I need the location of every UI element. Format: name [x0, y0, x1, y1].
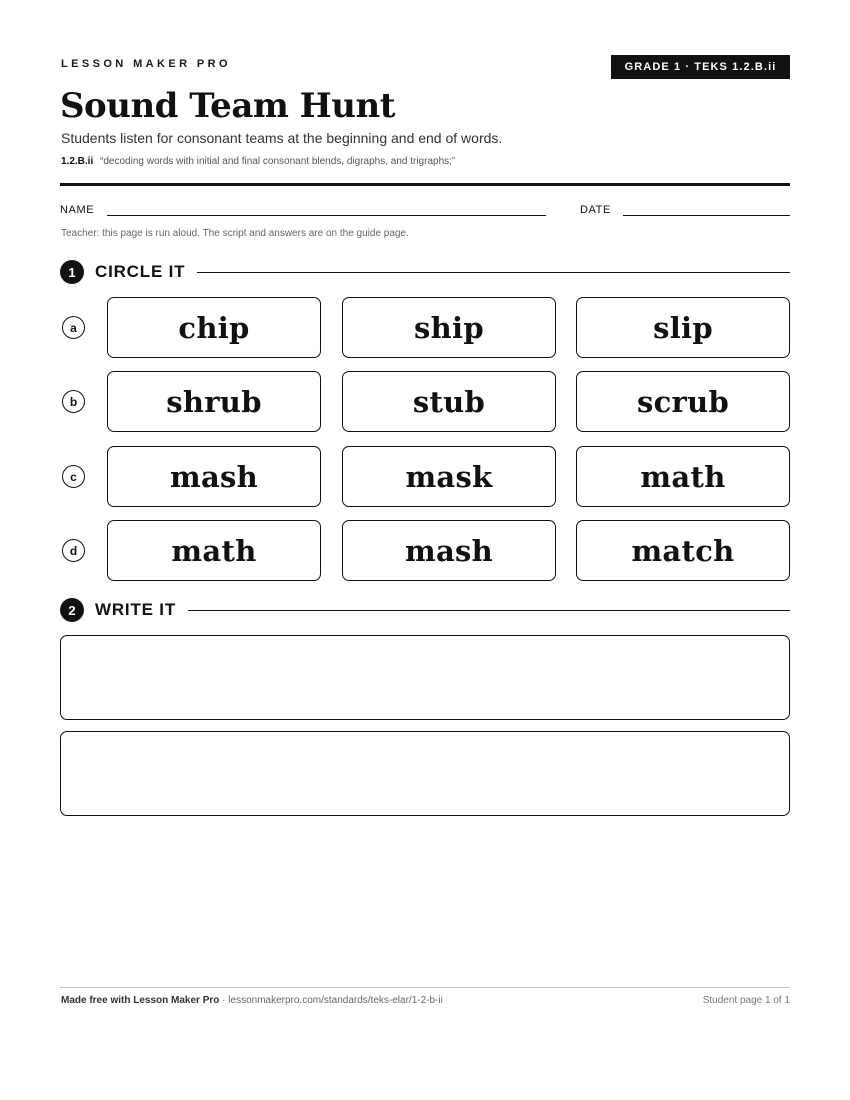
footer-page-info: Student page 1 of 1: [702, 995, 790, 1006]
section-number: 1: [60, 260, 84, 284]
teacher-note: Teacher: this page is run aloud. The script and answers are on the guide page.: [61, 228, 409, 239]
word-card[interactable]: scrub: [576, 371, 790, 432]
name-line[interactable]: [107, 215, 546, 216]
section-write-it-header: [60, 598, 790, 622]
section-number: 2: [60, 598, 84, 622]
write-box-2[interactable]: [60, 731, 790, 816]
date-line[interactable]: [623, 215, 790, 216]
row-letter-b: b: [62, 390, 85, 413]
section-rule: [188, 610, 790, 611]
standard-code: 1.2.B.ii: [61, 156, 94, 167]
section-title: CIRCLE IT: [95, 262, 186, 281]
word-card[interactable]: mash: [342, 520, 556, 581]
brand-name: LESSON MAKER PRO: [61, 58, 231, 70]
word-card[interactable]: math: [107, 520, 321, 581]
word-card[interactable]: match: [576, 520, 790, 581]
footer-url[interactable]: lessonmakerpro.com/standards/teks-elar/1-2-b-ii: [228, 995, 443, 1006]
row-letter-c: c: [62, 465, 85, 488]
word-card[interactable]: chip: [107, 297, 321, 358]
footer-separator: ·: [219, 995, 229, 1006]
footer-divider: [60, 987, 790, 988]
word-card[interactable]: stub: [342, 371, 556, 432]
header-divider: [60, 183, 790, 186]
footer-made-with: Made free with Lesson Maker Pro: [61, 995, 220, 1006]
word-card[interactable]: mash: [107, 446, 321, 507]
name-label: NAME: [60, 204, 95, 216]
word-card[interactable]: slip: [576, 297, 790, 358]
worksheet-title: Sound Team Hunt: [60, 86, 395, 126]
section-rule: [197, 272, 790, 273]
date-label: DATE: [580, 204, 611, 216]
grade-badge: GRADE 1 · TEKS 1.2.B.ii: [611, 55, 790, 79]
row-letter-d: d: [62, 539, 85, 562]
section-title: WRITE IT: [95, 600, 176, 619]
row-letter-a: a: [62, 316, 85, 339]
section-circle-it-header: [60, 260, 790, 284]
word-card[interactable]: math: [576, 446, 790, 507]
standard-line: [61, 156, 455, 167]
word-card[interactable]: shrub: [107, 371, 321, 432]
word-card[interactable]: ship: [342, 297, 556, 358]
standard-text: “decoding words with initial and final consonant blends, digraphs, and trigraphs;”: [100, 156, 456, 167]
word-card[interactable]: mask: [342, 446, 556, 507]
worksheet-subtitle: Students listen for consonant teams at the beginning and end of words.: [61, 130, 503, 146]
footer-credit: [61, 995, 443, 1006]
write-box-1[interactable]: [60, 635, 790, 720]
